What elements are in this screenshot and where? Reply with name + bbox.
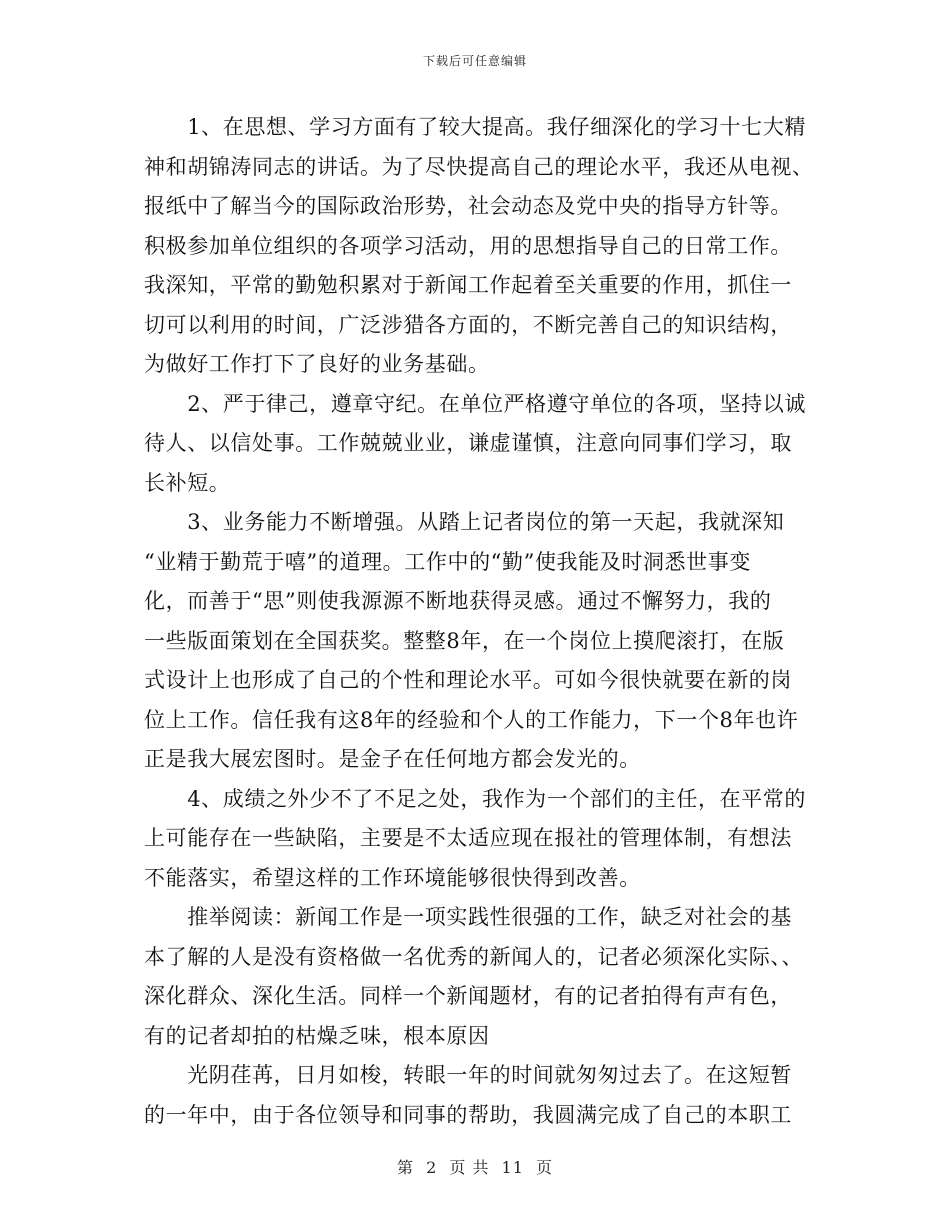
text-line: 推举阅读：新闻工作是一项实践性很强的工作，缺乏对社会的基	[144, 905, 792, 929]
text-line: 为做好工作打下了良好的业务基础。	[144, 352, 490, 376]
text-line: 式设计上也形成了自己的个性和理论水平。可如今很快就要在新的岗	[144, 668, 792, 692]
text-line: 本了解的人是没有资格做一名优秀的新闻人的，记者必须深化实际、、	[144, 944, 804, 969]
text-line: “业精于勤荒于嘻”的道理。工作中的“勤”使我能及时洞悉世事变	[144, 549, 751, 574]
text-line: 切可以利用的时间，广泛涉猎各方面的，不断完善自己的知识结构，	[144, 312, 792, 337]
text-line: 一些版面策划在全国获奖。整整8年，在一个岗位上摸爬滚打，在版	[144, 628, 785, 653]
document-body	[144, 108, 814, 1135]
text-line: 化，而善于“思”则使我源源不断地获得灵感。通过不懈努力，我的	[144, 589, 772, 613]
text-line: 长补短。	[144, 470, 231, 495]
page-suffix: 页	[536, 1158, 554, 1177]
text-line: 报纸中了解当今的国际政治形势，社会动态及党中央的指导方针等。	[144, 194, 792, 218]
text-line: 正是我大展宏图时。是金子在任何地方都会发光的。	[144, 747, 641, 771]
text-line: 位上工作。信任我有这8年的经验和个人的工作能力，下一个8年也许	[144, 707, 799, 732]
page-prefix: 第	[396, 1158, 414, 1177]
page-middle: 页 共	[449, 1158, 490, 1177]
text-line: 不能落实，希望这样的工作环境能够很快得到改善。	[144, 865, 641, 890]
text-line: 1、在思想、学习方面有了较大提高。我仔细深化的学习十七大精	[144, 115, 806, 139]
current-page-number: 2	[426, 1158, 438, 1177]
text-line: 积极参加单位组织的各项学习活动，用的思想指导自己的日常工作。	[144, 233, 792, 258]
text-line: 有的记者却拍的枯燥乏味，根本原因	[144, 1023, 490, 1048]
text-line: 神和胡锦涛同志的讲话。为了尽快提高自己的理论水平，我还从电视、	[144, 154, 814, 179]
text-line: 光阴荏苒，日月如梭，转眼一年的时间就匆匆过去了。在这短暂	[144, 1063, 792, 1087]
total-pages-number: 11	[501, 1158, 524, 1177]
text-line: 深化群众、深化生活。同样一个新闻题材，有的记者拍得有声有色，	[144, 984, 792, 1008]
text-line: 3、业务能力不断增强。从踏上记者岗位的第一天起，我就深知	[144, 510, 785, 534]
text-line: 的一年中，由于各位领导和同事的帮助，我圆满完成了自己的本职工	[144, 1102, 792, 1127]
text-line: 我深知，平常的勤勉积累对于新闻工作起着至关重要的作用，抓住一	[144, 273, 792, 297]
text-line: 上可能存在一些缺陷，主要是不太适应现在报社的管理体制，有想法	[144, 826, 792, 850]
text-line: 4、成绩之外少不了不足之处，我作为一个部们的主任，在平常的	[144, 786, 806, 811]
text-line: 2、严于律己，遵章守纪。在单位严格遵守单位的各项，坚持以诚	[144, 391, 806, 416]
page-footer	[0, 1155, 950, 1178]
text-line: 待人、以信处事。工作兢兢业业，谦虚谨慎，注意向同事们学习，取	[144, 431, 792, 455]
page-header: 下载后可任意编辑	[422, 54, 527, 68]
